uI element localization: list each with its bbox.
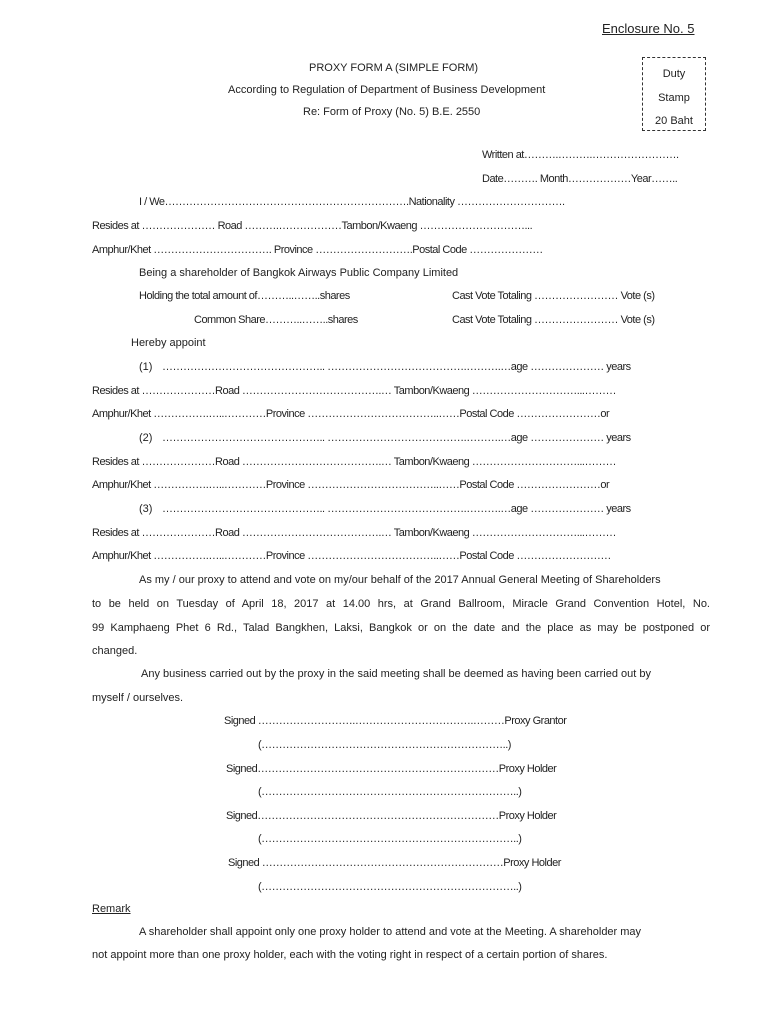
printed-name-proxy-holder-1-field[interactable]: (………………………………………………………………..): [258, 786, 522, 798]
proxy-2-name-age-field[interactable]: ……………………………………….. ………………………………….……….…age ………………… years: [162, 432, 631, 444]
enclosure-number: Enclosure No. 5: [602, 21, 695, 36]
address-resides-field[interactable]: Resides at ………………… Road ……….………………Tambon/Kwaeng …………………………...: [92, 220, 533, 232]
remark-heading: Remark: [92, 903, 131, 915]
printed-name-proxy-holder-3-field[interactable]: (………………………………………………………………..): [258, 881, 522, 893]
remark-line-1: A shareholder shall appoint only one proxy holder to attend and vote at the Meeting. A shareholder may: [139, 926, 642, 938]
duty-stamp-box: [642, 57, 706, 131]
proxy-3-name-age-field[interactable]: ……………………………………….. ………………………………….……….…age ………………… years: [162, 503, 631, 515]
signature-proxy-grantor-field[interactable]: Signed ……………………….…………………………….………Proxy Grantor: [224, 715, 567, 727]
proxy-3-number: (3): [139, 503, 153, 515]
remark-line-2: not appoint more than one proxy holder, each with the voting right in respect of a certain portion of shares.: [92, 949, 608, 961]
printed-name-proxy-grantor-field[interactable]: (……………………………………………………………..): [258, 739, 511, 751]
business-paragraph-line-2: myself / ourselves.: [92, 692, 184, 704]
proxy-1-number: (1): [139, 361, 153, 373]
proxy-2-number: (2): [139, 432, 153, 444]
shareholder-prefix: Being a shareholder of: [139, 267, 253, 279]
stamp-line-duty: Duty: [662, 68, 686, 80]
holding-shares-field[interactable]: Holding the total amount of………..……..shares: [139, 290, 350, 302]
meeting-paragraph-line-1: As my / our proxy to attend and vote on my/our behalf of the 2017 Annual General Meeting of Shareholders: [139, 574, 661, 586]
business-paragraph-line-1: Any business carried out by the proxy in the said meeting shall be deemed as having been carried out by: [141, 668, 651, 680]
stamp-line-stamp: Stamp: [658, 92, 690, 104]
meeting-paragraph-line-4: changed.: [92, 645, 138, 657]
written-at-field[interactable]: Written at……….……….…………………….: [482, 149, 679, 161]
common-shares-field[interactable]: Common Share………..……..shares: [194, 314, 358, 326]
stamp-line-amount: 20 Baht: [655, 115, 693, 127]
meeting-paragraph-line-3: 99 Kamphaeng Phet 6 Rd., Talad Bangkhen, Laksi, Bangkok or on the date and the place as may be postponed or: [92, 622, 710, 634]
signature-proxy-holder-3-field[interactable]: Signed ……………………………………………………………Proxy Holder: [228, 857, 561, 869]
proxy-2-resides-field[interactable]: Resides at …………………Road ………………………………….… Tambon/Kwaeng …………………………...………: [92, 456, 616, 468]
proxy-1-resides-field[interactable]: Resides at …………………Road ………………………………….… Tambon/Kwaeng …………………………...………: [92, 385, 616, 397]
signature-proxy-holder-1-field[interactable]: Signed……………………………………………………………Proxy Holder: [226, 763, 557, 775]
hereby-appoint-label: Hereby appoint: [131, 337, 206, 349]
holding-votes-field[interactable]: Cast Vote Totaling …………………… Vote (s): [452, 290, 655, 302]
form-subtitle-regulation: According to Regulation of Department of Business Development: [228, 84, 546, 96]
proxy-3-resides-field[interactable]: Resides at …………………Road ………………………………….… Tambon/Kwaeng …………………………...………: [92, 527, 616, 539]
signature-proxy-holder-2-field[interactable]: Signed……………………………………………………………Proxy Holder: [226, 810, 557, 822]
printed-name-proxy-holder-2-field[interactable]: (………………………………………………………………..): [258, 833, 522, 845]
meeting-paragraph-line-2: to be held on Tuesday of April 18, 2017 at 14.00 hrs, at Grand Ballroom, Miracle Grand Convention Hotel, No.: [92, 598, 710, 610]
proxy-1-amphur-field[interactable]: Amphur/Khet …………….…..…………Province ………………………………..……Postal Code ……………………or: [92, 408, 610, 420]
common-votes-field[interactable]: Cast Vote Totaling …………………… Vote (s): [452, 314, 655, 326]
form-subtitle-reference: Re: Form of Proxy (No. 5) B.E. 2550: [303, 106, 481, 118]
form-title: PROXY FORM A (SIMPLE FORM): [309, 62, 479, 74]
name-nationality-field[interactable]: I / We…………………………………………………………….Nationality ………………………….: [139, 196, 565, 208]
date-field[interactable]: Date………. Month………………Year……..: [482, 173, 678, 185]
proxy-3-amphur-field[interactable]: Amphur/Khet …………….…..…………Province ………………………………..……Postal Code ………………………: [92, 550, 611, 562]
proxy-1-name-age-field[interactable]: ……………………………………….. ………………………………….……….…age ………………… years: [162, 361, 631, 373]
company-name: Bangkok Airways Public Company Limited: [252, 267, 459, 279]
address-amphur-field[interactable]: Amphur/Khet ……………………………. Province ……………………….Postal Code …………………: [92, 244, 543, 256]
proxy-2-amphur-field[interactable]: Amphur/Khet …………….…..…………Province ………………………………..……Postal Code ……………………or: [92, 479, 610, 491]
shareholder-statement: [139, 267, 458, 280]
